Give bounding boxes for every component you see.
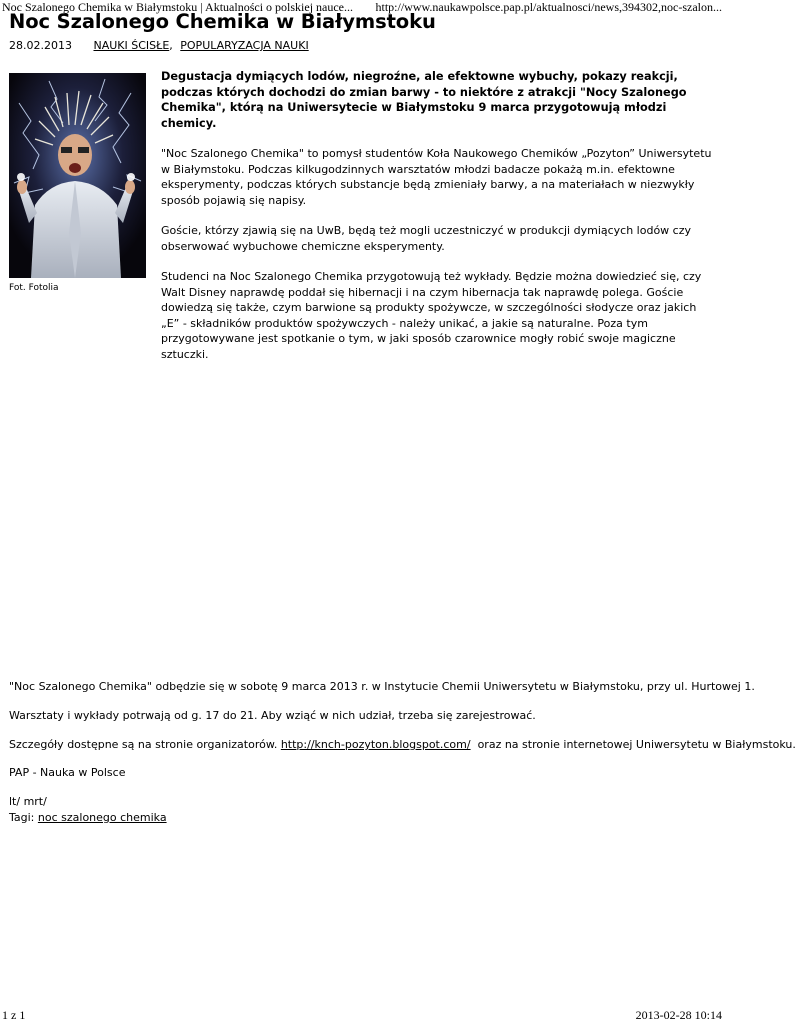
tags-line: [9, 810, 167, 826]
tags-label: Tagi:: [9, 811, 38, 824]
authors-line: lt/ mrt/: [9, 795, 47, 808]
details-paragraph: [9, 737, 796, 753]
article-paragraph: "Noc Szalonego Chemika" to pomysł studentów Koła Naukowego Chemików „Pozyton” Uniwersytetu w Białymstoku. Podczas kilkugodzinnych warsztatów młodzi badacze pokażą m.in. efektowne eksperymenty, podczas których substancje będą zmieniały barwy, a na materiałach w niezwykły sposób pojawią się napisy.: [161, 147, 712, 207]
article-title: Noc Szalonego Chemika w Białymstoku: [9, 10, 436, 33]
print-datetime: 2013-02-28 10:14: [635, 1008, 722, 1022]
print-header-page-title: Noc Szalonego Chemika w Białymstoku | Aktualności o polskiej nauce...: [2, 0, 354, 14]
organizer-link[interactable]: http://knch-pozyton.blogspot.com/: [280, 738, 471, 751]
print-header-url: http://www.naukawpolsce.pap.pl/aktualnosci/news,394302,noc-szalon...: [375, 0, 722, 14]
print-footer: [0, 1008, 724, 1022]
article-date: 28.02.2013: [9, 39, 72, 52]
category-link-popularyzacja-nauki[interactable]: POPULARYZACJA NAUKI: [180, 39, 309, 52]
category-link-nauki-scisle[interactable]: NAUKI ŚCISŁE: [93, 39, 170, 52]
source-line: PAP - Nauka w Polsce: [9, 766, 126, 779]
details-text-after: oraz na stronie internetowej Uniwersytetu w Białymstoku.: [470, 738, 796, 751]
article-body-side: [161, 69, 717, 377]
schedule-paragraph: Warsztaty i wykłady potrwają od g. 17 do 21. Aby wziąć w nich udział, trzeba się zarejestrować.: [9, 709, 536, 722]
photo-caption: Fot. Fotolia: [9, 283, 59, 293]
page-number: 1 z 1: [2, 1008, 26, 1022]
article-lead: Degustacja dymiących lodów, niegroźne, ale efektowne wybuchy, pokazy reakcji, podczas których dochodzi do zmian barwy - to niektóre z atrakcji "Nocy Szalonego Chemika", którą na Uniwersytecie w Białymstoku 9 marca przygotowują młodzi chemicy.: [161, 70, 687, 130]
mad-scientist-photo: [9, 73, 146, 278]
article-meta: [9, 39, 309, 53]
category-separator: ,: [169, 39, 173, 52]
tag-link[interactable]: noc szalonego chemika: [37, 811, 167, 824]
article-paragraph: Goście, którzy zjawią się na UwB, będą też mogli uczestniczyć w produkcji dymiących lodów czy obserwować wybuchowe chemiczne eksperymenty.: [161, 224, 692, 253]
details-text: Szczegóły dostępne są na stronie organizatorów.: [9, 738, 281, 751]
article-paragraph: Studenci na Noc Szalonego Chemika przygotowują też wykłady. Będzie można dowiedzieć się, czy Walt Disney naprawdę poddał się hibernacji i na czym hibernacja tak naprawdę polega. Goście dowiedzą się także, czym barwione są produkty spożywcze, w szczególności słodycze oraz jakich „E” - składników produktów spożywczych - należy unikać, a jakie są naturalne. Poza tym przygotowywane jest spotkanie o tym, w jaki sposób czarownice mogły robić swoje magiczne sztuczki.: [161, 270, 702, 361]
article-photo: [9, 73, 146, 278]
event-details-paragraph: "Noc Szalonego Chemika" odbędzie się w sobotę 9 marca 2013 r. w Instytucie Chemii Uniwersytetu w Białymstoku, przy ul. Hurtowej 1.: [9, 680, 755, 693]
